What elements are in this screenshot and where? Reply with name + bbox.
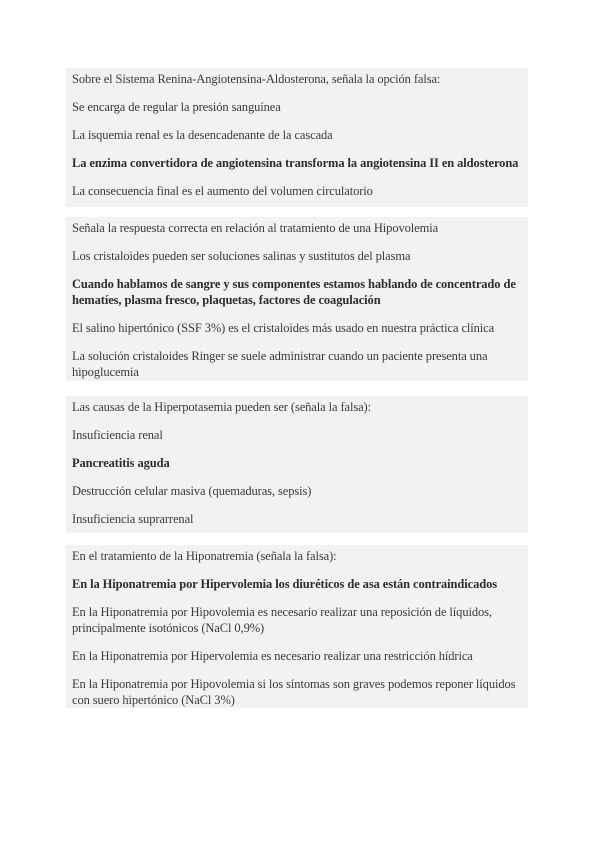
- answer-option: La consecuencia final es el aumento del volumen circulatorio: [72, 184, 373, 198]
- question-block-2: [66, 217, 528, 381]
- highlighted-answer-option: En la Hiponatremia por Hipervolemia los diuréticos de asa están contraindicados: [72, 577, 497, 591]
- question-stem: Señala la respuesta correcta en relación al tratamiento de una Hipovolemia: [72, 221, 439, 235]
- highlighted-answer-option: Cuando hablamos de sangre y sus componentes estamos hablando de concentrado de hematíes, plasma fresco, plaquetas, factores de coagulación: [72, 277, 516, 307]
- question-stem: Sobre el Sistema Renina-Angiotensina-Aldosterona, señala la opción falsa:: [72, 72, 441, 86]
- answer-option: Destrucción celular masiva (quemaduras, sepsis): [72, 484, 312, 498]
- question-block-1: [66, 68, 528, 207]
- question-stem: En el tratamiento de la Hiponatremia (señala la falsa):: [72, 549, 337, 563]
- answer-option: Insuficiencia suprarrenal: [72, 512, 194, 526]
- answer-option: El salino hipertónico (SSF 3%) es el cristaloides más usado en nuestra práctica clínica: [72, 321, 495, 335]
- answer-option: En la Hiponatremia por Hipovolemia es necesario realizar una reposición de líquidos, principalmente isotónicos (NaCl 0,9%): [72, 605, 492, 635]
- answer-option: En la Hiponatremia por Hipervolemia es necesario realizar una restricción hídrica: [72, 649, 473, 663]
- answer-option: Se encarga de regular la presión sanguínea: [72, 100, 281, 114]
- highlighted-answer-option: La enzima convertidora de angiotensina transforma la angiotensina II en aldosterona: [72, 156, 519, 170]
- highlighted-answer-option: Pancreatitis aguda: [72, 456, 170, 470]
- question-block-4: [66, 545, 528, 708]
- question-block-3: [66, 396, 528, 533]
- answer-option: En la Hiponatremia por Hipovolemia si los síntomas son graves podemos reponer líquidos con suero hipertónico (NaCl 3%): [72, 677, 516, 707]
- answer-option: Los cristaloides pueden ser soluciones salinas y sustitutos del plasma: [72, 249, 411, 263]
- question-stem: Las causas de la Hiperpotasemia pueden ser (señala la falsa):: [72, 400, 371, 414]
- answer-option: La isquemia renal es la desencadenante de la cascada: [72, 128, 333, 142]
- answer-option: La solución cristaloides Ringer se suele administrar cuando un paciente presenta una hipoglucemia: [72, 349, 488, 379]
- answer-option: Insuficiencia renal: [72, 428, 163, 442]
